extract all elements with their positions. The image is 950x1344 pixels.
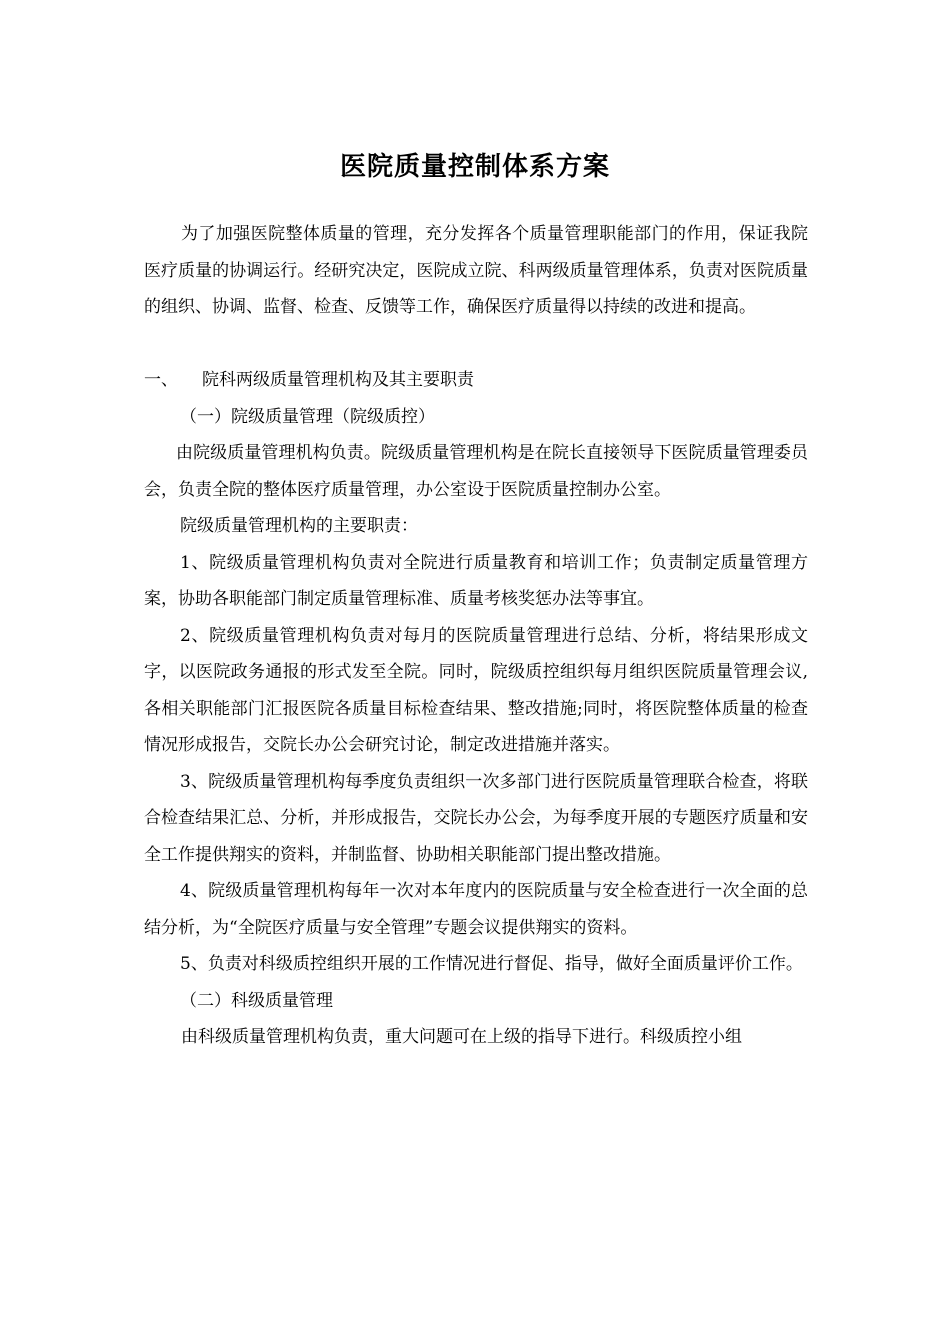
- blank-line: [144, 326, 808, 363]
- duties-heading: 院级质量管理机构的主要职责：: [180, 516, 418, 536]
- subsection-2-paragraph: 由科级质量管理机构负责，重大问题可在上级的指导下进行。科级质控小组: [181, 1027, 742, 1047]
- subsection-heading-1: （一）院级质量管理（院级质控）: [180, 406, 435, 427]
- duty-item-1: 1、院级质量管理机构负责对全院进行质量教育和培训工作；负责制定质量管理方案，协助各职能部门制定质量管理标准、质量考核奖惩办法等事宜。: [144, 552, 808, 609]
- section-title: 院科两级质量管理机构及其主要职责: [202, 370, 474, 390]
- intro-paragraph: 为了加强医院整体质量的管理，充分发挥各个质量管理职能部门的作用，保证我院医疗质量的协调运行。经研究决定，医院成立院、科两级质量管理体系，负责对医院质量的组织、协调、监督、检查、反馈等工作，确保医疗质量得以持续的改进和提高。: [144, 224, 808, 317]
- section-number: 一、: [144, 370, 178, 390]
- duty-item-3: 3、院级质量管理机构每季度负责组织一次多部门进行医院质量管理联合检查，将联合检查结果汇总、分析，并形成报告，交院长办公会，为每季度开展的专题医疗质量和安全工作提供翔实的资料，并制监督、协助相关职能部门提出整改措施。: [144, 771, 808, 865]
- duty-item-5: 5、负责对科级质控组织开展的工作情况进行督促、指导，做好全面质量评价工作。: [180, 954, 803, 974]
- section-heading: [144, 362, 808, 399]
- document-title: 医院质量控制体系方案: [339, 152, 610, 183]
- duty-item-2: 2、院级质量管理机构负责对每月的医院质量管理进行总结、分析，将结果形成文字，以医院政务通报的形式发至全院。同时，院级质控组织每月组织医院质量管理会议,各相关职能部门汇报医院各质量目标检查结果、整改措施;同时，将医院整体质量的检查情况形成报告，交院长办公会研究讨论，制定改进措施并落实。: [144, 625, 808, 755]
- duty-item-4: 4、院级质量管理机构每年一次对本年度内的医院质量与安全检查进行一次全面的总结分析，为“全院医疗质量与安全管理”专题会议提供翔实的资料。: [144, 881, 808, 938]
- document-body: [144, 216, 808, 1056]
- subsection-1-paragraph: 由院级质量管理机构负责。院级质量管理机构是在院长直接领导下医院质量管理委员会，负责全院的整体医疗质量管理，办公室设于医院质量控制办公室。: [144, 443, 808, 500]
- subsection-heading-2: （二）科级质量管理: [180, 990, 333, 1011]
